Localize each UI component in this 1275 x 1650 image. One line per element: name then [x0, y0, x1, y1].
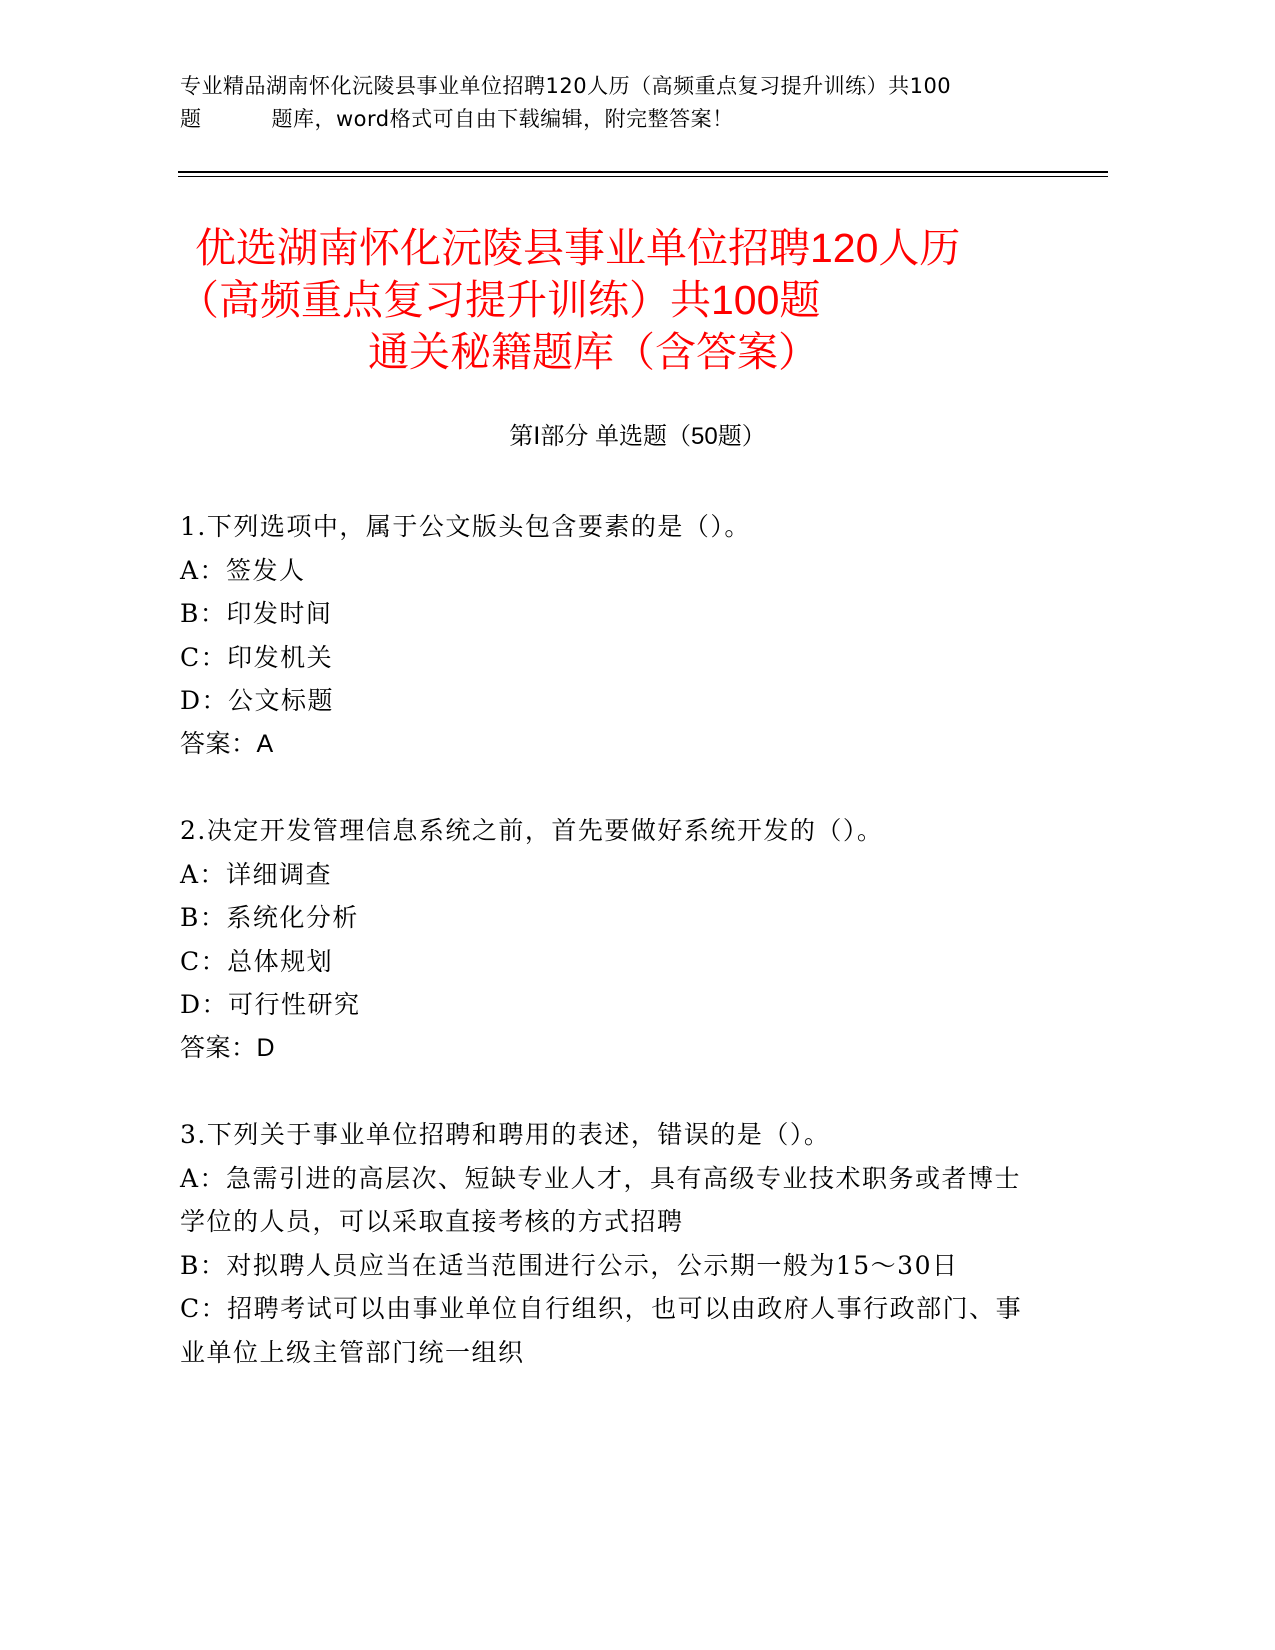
answer: 答案：D: [180, 1033, 276, 1062]
title-line-2: （高频重点复习提升训练）共100题: [178, 277, 821, 323]
question-1: [180, 505, 1040, 766]
question-3: [180, 1113, 1040, 1374]
header-line-2-head: 题: [180, 107, 202, 131]
header-rule-thick: [178, 171, 1108, 173]
option-c: C：招聘考试可以由事业单位自行组织，也可以由政府人事行政部门、事业单位上级主管部门统一组织: [180, 1294, 1023, 1367]
section-heading: 第Ⅰ部分 单选题（50题）: [509, 423, 766, 450]
option-c: C：印发机关: [180, 642, 334, 672]
title-line-1: 优选湖南怀化沅陵县事业单位招聘120人历: [195, 225, 961, 271]
header-line-1: 专业精品湖南怀化沅陵县事业单位招聘120人历（高频重点复习提升训练）共100: [180, 74, 952, 98]
option-a: A：详细调查: [180, 859, 333, 889]
header-line-2-tail: 题库，word格式可自由下载编辑，附完整答案！: [271, 107, 734, 131]
document-title: [150, 222, 1125, 378]
header-rule-thin: [178, 176, 1108, 177]
question-stem: 2.决定开发管理信息系统之前，首先要做好系统开发的（）。: [180, 816, 884, 845]
option-b: B：印发时间: [180, 599, 333, 628]
question-list: [180, 505, 1040, 1417]
question-2: [180, 809, 1040, 1070]
option-a: A：签发人: [180, 555, 306, 585]
option-b: B：对拟聘人员应当在适当范围进行公示，公示期一般为15～30日: [180, 1250, 959, 1280]
option-c: C：总体规划: [180, 946, 334, 976]
option-d: D：公文标题: [180, 686, 335, 715]
option-a: A：急需引进的高层次、短缺专业人才，具有高级专业技术职务或者博士学位的人员，可以采取直接考核的方式招聘: [180, 1163, 1022, 1236]
title-line-3: 通关秘籍题库（含答案）: [368, 329, 819, 375]
answer: 答案：A: [180, 729, 274, 758]
document-header: [180, 70, 1080, 136]
option-b: B：系统化分析: [180, 903, 359, 932]
question-stem: 3.下列关于事业单位招聘和聘用的表述，错误的是（）。: [180, 1120, 831, 1149]
option-d: D：可行性研究: [180, 990, 361, 1019]
question-stem: 1.下列选项中，属于公文版头包含要素的是（）。: [180, 512, 751, 541]
header-line-2: [180, 103, 1080, 136]
